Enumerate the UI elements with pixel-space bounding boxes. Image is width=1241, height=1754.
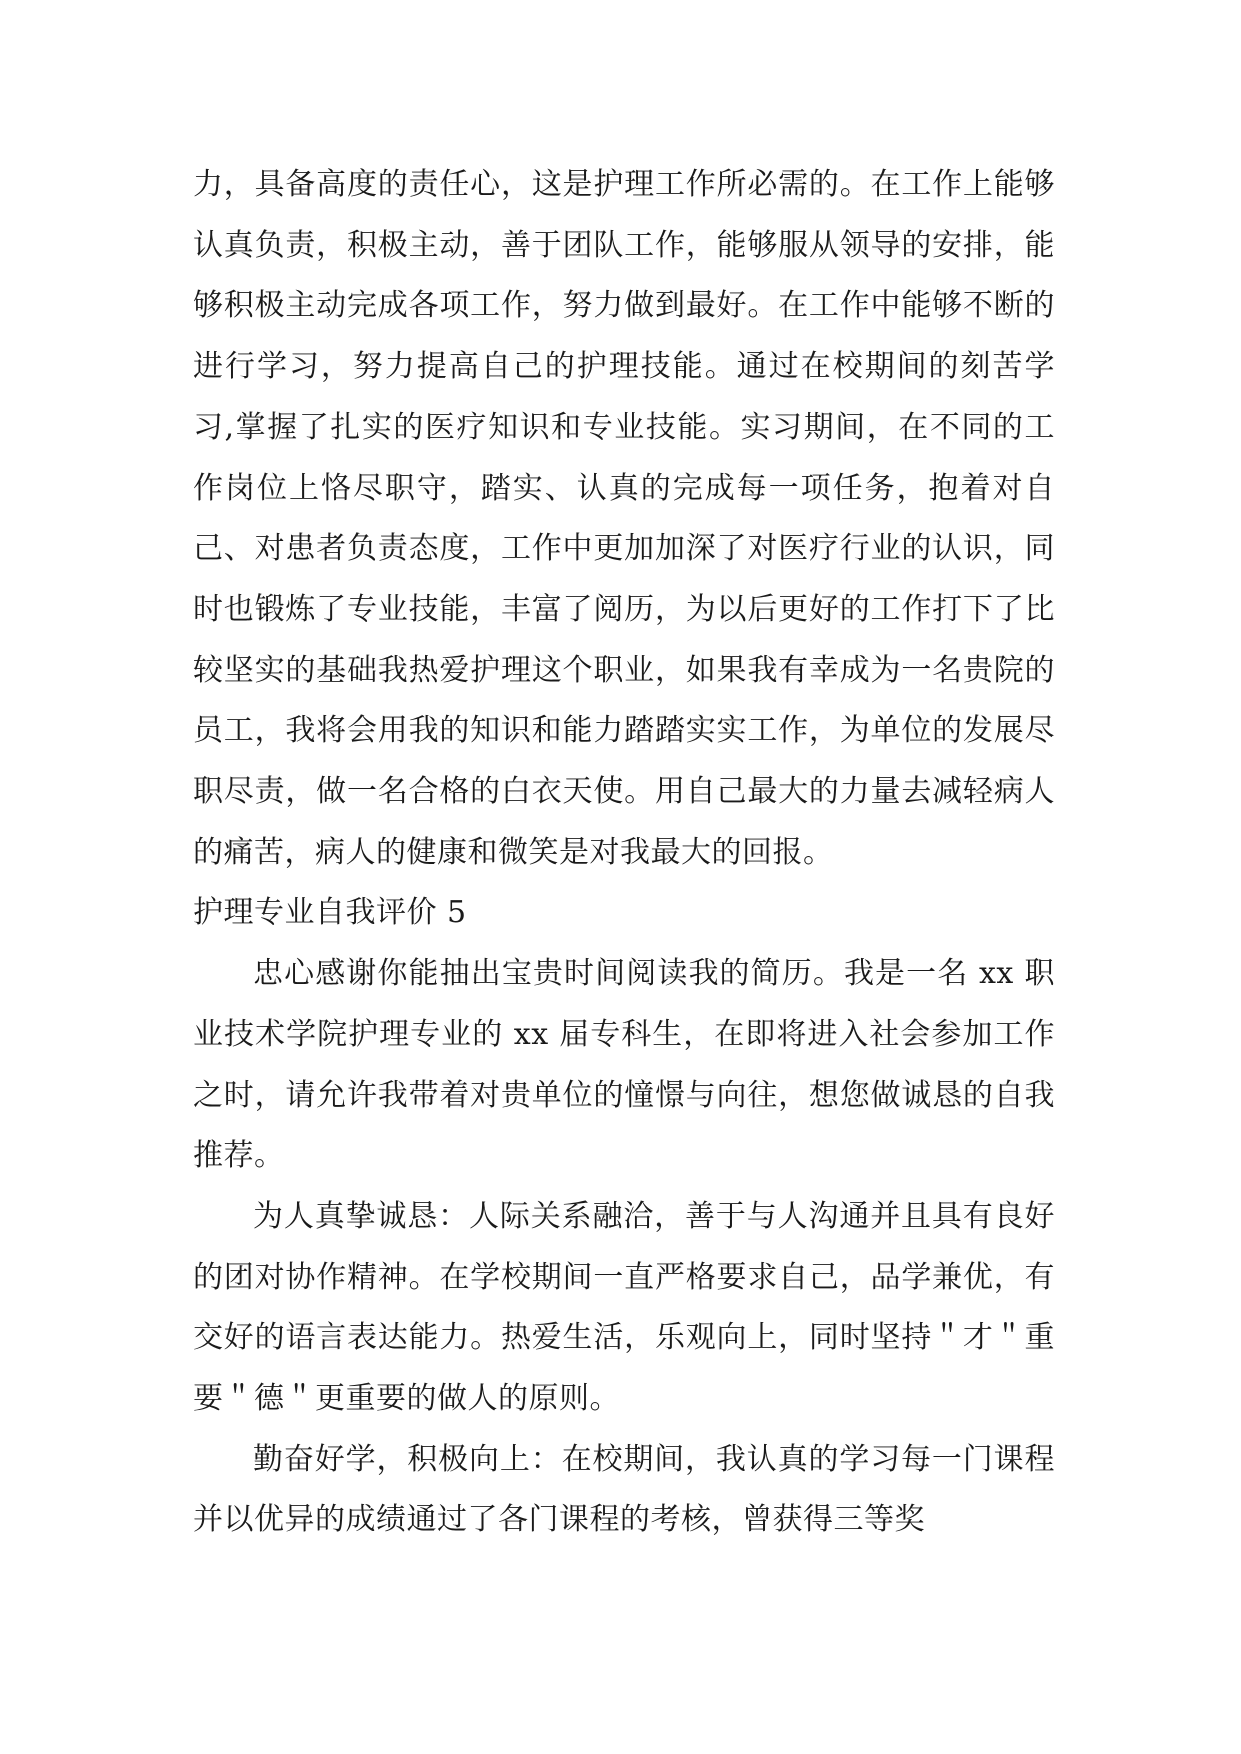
paragraph-personality: 为人真挚诚恳：人际关系融洽，善于与人沟通并且具有良好的团对协作精神。在学校期间一直严格要求自己，品学兼优，有交好的语言表达能力。热爱生活，乐观向上，同时坚持＂才＂重要＂德＂更重要的做人的原则。 <box>193 1198 1055 1417</box>
continued-paragraph: 力，具备高度的责任心，这是护理工作所必需的。在工作上能够认真负责，积极主动，善于团队工作，能够服从领导的安排，能够积极主动完成各项工作，努力做到最好。在工作中能够不断的进行学习，努力提高自己的护理技能。通过在校期间的刻苦学习,掌握了扎实的医疗知识和专业技能。实习期间，在不同的工作岗位上恪尽职守，踏实、认真的完成每一项任务，抱着对自己、对患者负责态度，工作中更加加深了对医疗行业的认识，同时也锻炼了专业技能，丰富了阅历，为以后更好的工作打下了比较坚实的基础我热爱护理这个职业，如果我有幸成为一名贵院的员工，我将会用我的知识和能力踏踏实实工作，为单位的发展尽职尽责，做一名合格的白衣天使。用自己最大的力量去减轻病人的痛苦，病人的健康和微笑是对我最大的回报。 <box>193 167 1055 870</box>
paragraph-introduction: 忠心感谢你能抽出宝贵时间阅读我的简历。我是一名 xx 职业技术学院护理专业的 xx 届专科生，在即将进入社会参加工作之时，请允许我带着对贵单位的憧憬与向往，想您做诚恳的自我推荐。 <box>193 956 1055 1174</box>
section-title: 护理专业自我评价 5 <box>193 895 467 931</box>
document-page <box>193 155 1055 1551</box>
paragraph-study: 勤奋好学，积极向上：在校期间，我认真的学习每一门课程并以优异的成绩通过了各门课程的考核，曾获得三等奖 <box>193 1441 1055 1538</box>
